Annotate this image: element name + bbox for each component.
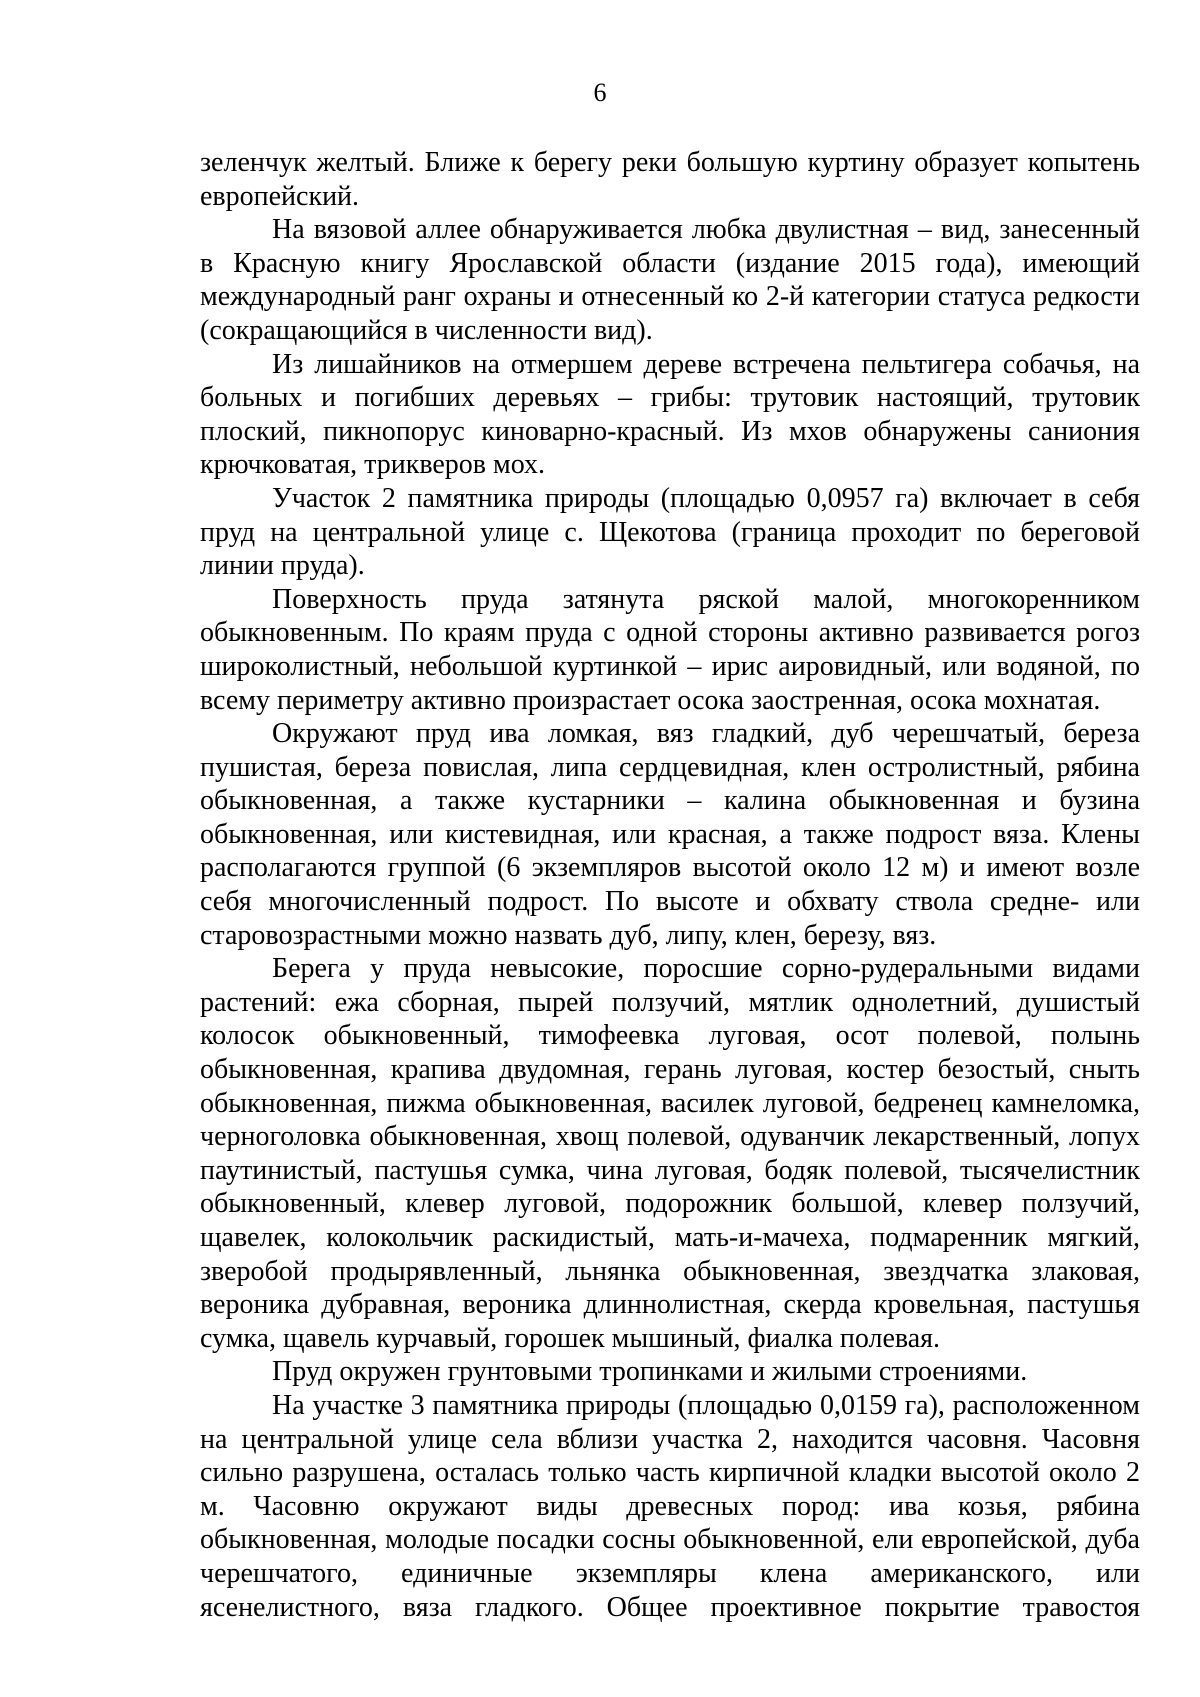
paragraph-2: На вязовой аллее обнаруживается любка двулистная – вид, занесенный в Красную книгу Ярославской области (издание 2015 года), имеющий международный ранг охраны и отнесенный ко 2-й категории статуса редкости (сокращающийся в численности вид). (200, 214, 1140, 346)
paragraph-9: На участке 3 памятника природы (площадью 0,0159 га), расположенном на центральной улице села вблизи участка 2, находится часовня. Часовня сильно разрушена, осталась только часть кирпичной кладки высотой около 2 м. Часовню окружают виды древесных пород: ива козья, рябина обыкновенная, молодые посадки сосны обыкновенной, ели европейской, дуба черешчатого, единичные экземпляры клена американского, или ясенелистного, вяза гладкого. Общее проективное покрытие травостоя (200, 1389, 1140, 1623)
paragraph-3: Из лишайников на отмершем дереве встречена пельтигера собачья, на больных и погибших деревьях – грибы: трутовик настоящий, трутовик плоский, пикнопорус киноварно-красный. Из мхов обнаружены саниония крючковатая, трикверов мох. (200, 348, 1140, 481)
document-body (200, 146, 1140, 1624)
paragraph-1: зеленчук желтый. Ближе к берегу реки большую куртину образует копытень европейский. (200, 147, 1140, 212)
page-number: 6 (593, 78, 607, 107)
paragraph-6: Окружают пруд ива ломкая, вяз гладкий, дуб черешчатый, береза пушистая, береза повислая, липа сердцевидная, клен остролистный, рябина обыкновенная, а также кустарники – калина обыкновенная и бузина обыкновенная, или кистевидная, или красная, а также подрост вяза. Клены располагаются группой (6 экземпляров высотой около 12 м) и имеют возле себя многочисленный подрост. По высоте и обхвату ствола средне- или старовозрастными можно назвать дуб, липу, клен, березу, вяз. (200, 718, 1140, 951)
paragraph-7: Берега у пруда невысокие, поросшие сорно-рудеральными видами растений: ежа сборная, пырей ползучий, мятлик однолетний, душистый колосок обыкновенный, тимофеевка луговая, осот полевой, полынь обыкновенная, крапива двудомная, герань луговая, костер безостый, сныть обыкновенная, пижма обыкновенная, василек луговой, бедренец камнеломка, черноголовка обыкновенная, хвощ полевой, одуванчик лекарственный, лопух паутинистый, пастушья сумка, чина луговая, бодяк полевой, тысячелистник обыкновенный, клевер луговой, подорожник большой, клевер ползучий, щавелек, колокольчик раскидистый, мать-и-мачеха, подмаренник мягкий, зверобой продырявленный, льнянка обыкновенная, звездчатка злаковая, вероника дубравная, вероника длиннолистная, скерда кровельная, пастушья сумка, щавель курчавый, горошек мышиный, фиалка полевая. (200, 953, 1140, 1354)
paragraph-4: Участок 2 памятника природы (площадью 0,0957 га) включает в себя пруд на центральной улице с. Щекотова (граница проходит по береговой линии пруда). (200, 482, 1140, 582)
paragraph-5: Поверхность пруда затянута ряской малой, многокоренником обыкновенным. По краям пруда с одной стороны активно развивается рогоз широколистный, небольшой куртинкой – ирис аировидный, или водяной, по всему периметру активно произрастает осока заостренная, осока мохнатая. (200, 583, 1140, 716)
paragraph-8: Пруд окружен грунтовыми тропинками и жилыми строениями. (272, 1356, 1028, 1388)
